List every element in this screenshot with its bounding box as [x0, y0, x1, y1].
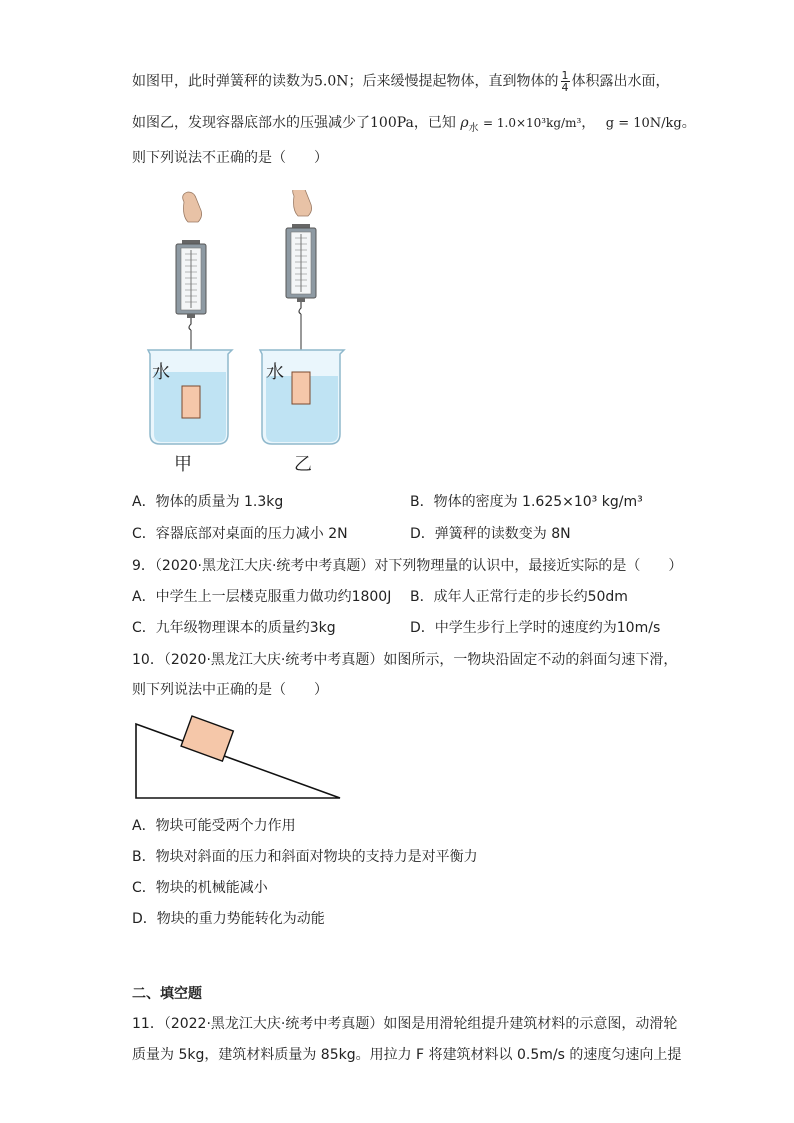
q9-option-b: B．成年人正常行走的步长约50dm — [410, 589, 628, 605]
left-apparatus — [148, 192, 232, 444]
rho-symbol: ρ — [460, 115, 469, 131]
q10-option-b: B．物块对斜面的压力和斜面对物块的支持力是对平衡力 — [132, 849, 478, 865]
q10-option-c: C．物块的机械能减小 — [132, 880, 268, 896]
q8-option-a: A．物体的质量为 1.3kg — [132, 494, 284, 510]
right-hook — [299, 302, 301, 314]
incline-block — [181, 716, 233, 761]
right-scale-top — [292, 224, 310, 228]
section-heading: 二、填空题 — [132, 986, 202, 1002]
right-apparatus — [260, 190, 344, 444]
q8-line-2: 如图乙，发现容器底部水的压强减少了100Pa，已知 $\rho_水 = 1.0\times 10^3kg/m^3$， g = 10N/kg。 — [132, 115, 696, 134]
q10-stem-line-2: 则下列说法中正确的是（ ） — [132, 682, 328, 698]
left-hook — [189, 318, 191, 330]
fraction-numerator: 1 — [561, 69, 569, 82]
q8-line1-b: ；后来缓慢提起物体，直到物体的 — [348, 73, 559, 90]
q8-option-d: D．弹簧秤的读数变为 8N — [410, 526, 571, 542]
q11-line-1: 11．（2022·黑龙江大庆·统考中考真题）如图是用滑轮组提升建筑材料的示意图，动滑轮 — [132, 1016, 678, 1032]
figure-label-jia: 甲 — [174, 454, 192, 475]
figure-label-yi: 乙 — [294, 454, 312, 475]
quarter-fraction — [561, 70, 570, 93]
q10-option-a: A．物块可能受两个力作用 — [132, 818, 296, 834]
q10-option-d: D．物块的重力势能转化为动能 — [132, 911, 325, 927]
q8-line2-b: ，已知 — [413, 115, 456, 131]
left-scale-top — [182, 240, 200, 244]
q8-line2-end: 。 — [681, 115, 696, 131]
water-density-value: = 1.0×10³kg/m³ — [483, 116, 582, 130]
q8-line2-a: 如图乙，发现容器底部水的压强减少了 — [132, 115, 370, 131]
fraction-denominator: 4 — [561, 81, 569, 94]
water-label-right: 水 — [266, 362, 284, 383]
q9-option-d: D．中学生步行上学时的速度约为10m/s — [410, 620, 661, 636]
q8-option-c: C．容器底部对桌面的压力减小 2N — [132, 526, 348, 542]
left-hand-icon — [183, 192, 202, 222]
right-hand-icon — [293, 190, 312, 216]
q9-option-a: A．中学生上一层楼克服重力做功约1800J — [132, 589, 392, 605]
q8-line1-value: 5.0N — [314, 73, 349, 90]
q8-line-3: 则下列说法不正确的是（ ） — [132, 150, 328, 166]
left-block — [182, 386, 200, 418]
q9-stem: 9．（2020·黑龙江大庆·统考中考真题）对下列物理量的认识中，最接近实际的是（ ） — [132, 558, 683, 574]
water-label-left: 水 — [152, 362, 170, 383]
right-block — [292, 372, 310, 404]
q11-line-2: 质量为 5kg，建筑材料质量为 85kg。用拉力 F 将建筑材料以 0.5m/s 的速度匀速向上提 — [132, 1047, 682, 1063]
q10-stem-line-1: 10．（2020·黑龙江大庆·统考中考真题）如图所示，一物块沿固定不动的斜面匀速下滑， — [132, 652, 678, 668]
q9-option-c: C．九年级物理课本的质量约3kg — [132, 620, 336, 636]
rho-subscript: 水 — [468, 122, 479, 134]
q8-line1-a: 如图甲，此时弹簧秤的读数为 — [132, 73, 314, 90]
incline-triangle — [136, 724, 340, 798]
gravity-value: g = 10N/kg — [605, 116, 682, 131]
q8-pressure-value: 100Pa — [370, 115, 414, 131]
q8-line1-c: 体积露出水面， — [571, 73, 670, 90]
incline-figure — [130, 710, 350, 805]
q8-line-1 — [132, 70, 670, 93]
spring-scale-figure — [140, 190, 380, 480]
q8-option-b: B．物体的密度为 1.625×10³ kg/m³ — [410, 494, 643, 510]
